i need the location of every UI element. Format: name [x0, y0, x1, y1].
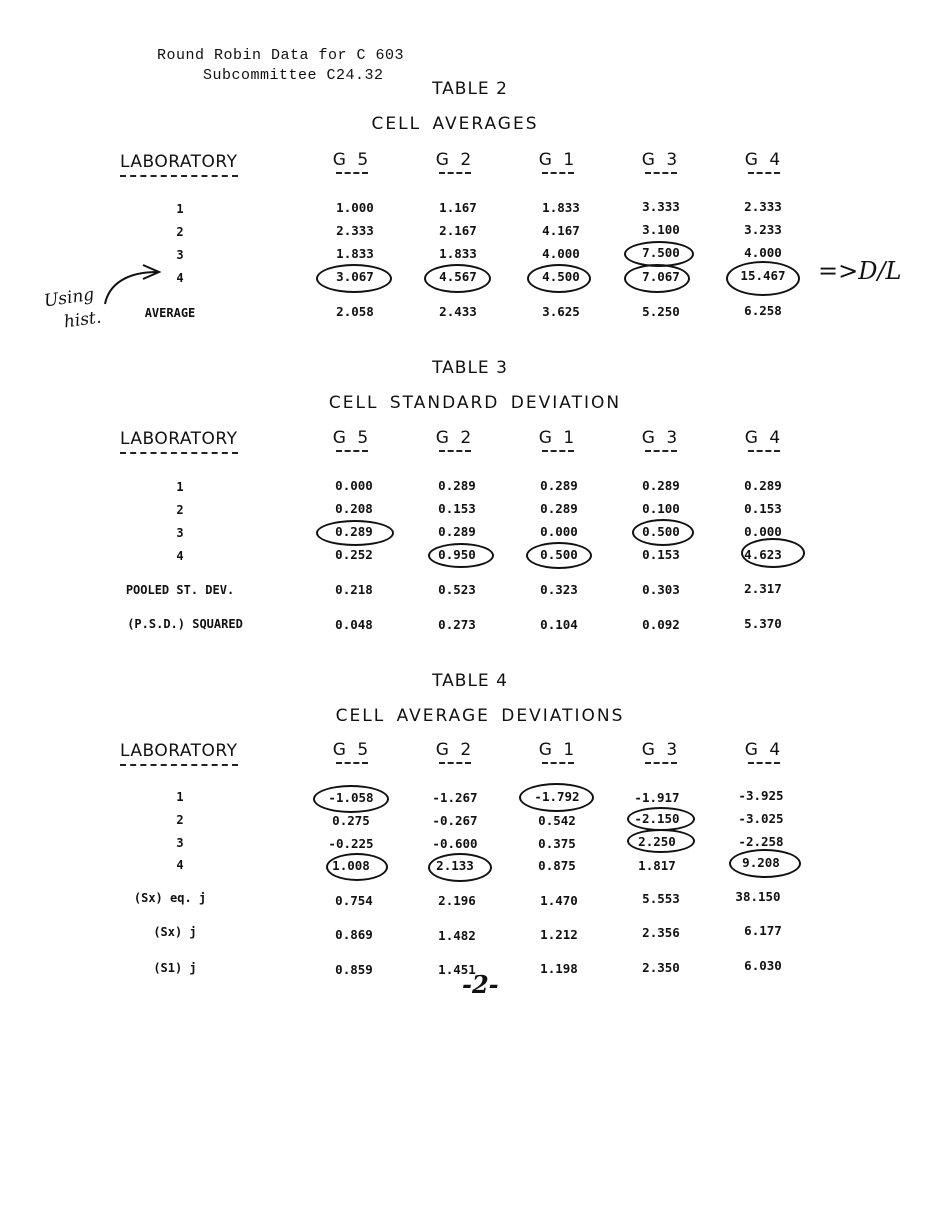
table-cell: 0.500 — [540, 547, 578, 562]
table4-col-g3: G 3 — [631, 740, 691, 760]
table-cell: 0.500 — [642, 524, 680, 539]
table-cell: 9.208 — [742, 855, 780, 870]
table-cell: 0.289 — [335, 524, 373, 539]
header-title: Round Robin Data for C 603 — [157, 47, 405, 64]
table-cell: 1.833 — [439, 246, 477, 261]
table-cell: 0.950 — [438, 547, 476, 562]
table-cell: 1.167 — [439, 200, 477, 215]
table-row-label: (S1) j — [153, 961, 197, 975]
table-row-label: 2 — [176, 503, 184, 517]
table3-col-g2: G 2 — [425, 428, 485, 448]
table3-col-g4: G 4 — [734, 428, 794, 448]
table-cell: 6.177 — [744, 923, 782, 938]
table-row-label: POOLED ST. DEV. — [125, 583, 235, 597]
table-cell: 0.000 — [540, 524, 578, 539]
table-cell: 1.833 — [542, 200, 580, 215]
table-row-label: 3 — [176, 248, 184, 262]
table-cell: -0.600 — [432, 836, 478, 851]
table4-title: CELL AVERAGE DEVIATIONS — [335, 706, 625, 726]
table-cell: 6.258 — [744, 303, 782, 318]
table-cell: 0.289 — [540, 478, 578, 493]
table-row-label: 1 — [176, 480, 184, 494]
table-cell: 0.859 — [335, 962, 373, 977]
table-cell: 0.875 — [538, 858, 576, 873]
table-cell: 2.196 — [438, 893, 476, 908]
table-cell: 4.000 — [542, 246, 580, 261]
table-row-label: (P.S.D.) SQUARED — [127, 617, 243, 631]
table-row-label: 1 — [176, 202, 184, 216]
table-cell: 1.451 — [438, 962, 476, 977]
table-cell: 2.356 — [642, 925, 680, 940]
table-cell: 0.303 — [642, 582, 680, 597]
table-cell: 4.500 — [542, 269, 580, 284]
table-row-label: 2 — [176, 225, 184, 239]
margin-note-line2: hist. — [62, 307, 103, 333]
table-cell: 1.000 — [336, 200, 374, 215]
table2-col-g2: G 2 — [425, 150, 485, 170]
dl-note: =>D/L — [818, 257, 902, 285]
table-cell: 5.553 — [642, 891, 680, 906]
table-cell: 1.833 — [336, 246, 374, 261]
table-cell: 0.754 — [335, 893, 373, 908]
table-cell: 2.167 — [439, 223, 477, 238]
table4-label: TABLE 4 — [432, 671, 508, 691]
table-cell: 0.289 — [438, 478, 476, 493]
arrow-icon — [95, 262, 165, 307]
table-cell: 0.100 — [642, 501, 680, 516]
table3-label: TABLE 3 — [432, 358, 508, 378]
table-cell: 3.100 — [642, 222, 680, 237]
table2-col-g1: G 1 — [528, 150, 588, 170]
table4-col-g1: G 1 — [528, 740, 588, 760]
table-cell: -2.258 — [738, 834, 784, 849]
table-cell: 38.150 — [735, 889, 781, 904]
table-row-label: 3 — [176, 526, 184, 540]
table-cell: -3.025 — [738, 811, 784, 826]
table-row-label: AVERAGE — [144, 306, 196, 320]
table2-label: TABLE 2 — [432, 79, 508, 99]
table-cell: 2.433 — [439, 304, 477, 319]
table3-col-g3: G 3 — [631, 428, 691, 448]
page-number: -2- — [462, 970, 499, 999]
table-cell: 0.289 — [540, 501, 578, 516]
margin-note-line1: Using — [42, 284, 96, 312]
table-cell: 15.467 — [740, 268, 786, 283]
table-cell: 0.218 — [335, 582, 373, 597]
table-cell: 3.625 — [542, 304, 580, 319]
table-cell: 3.233 — [744, 222, 782, 237]
table-cell: 0.000 — [744, 524, 782, 539]
table-cell: 0.523 — [438, 582, 476, 597]
table-cell: 1.817 — [638, 858, 676, 873]
table-cell: 2.333 — [744, 199, 782, 214]
table-cell: 4.000 — [744, 245, 782, 260]
table-cell: -1.792 — [534, 789, 580, 804]
table-cell: 1.198 — [540, 961, 578, 976]
table2-col-g3: G 3 — [631, 150, 691, 170]
table-row-label: 4 — [176, 549, 184, 563]
table-cell: 5.250 — [642, 304, 680, 319]
table-cell: -1.267 — [432, 790, 478, 805]
table-cell: 0.275 — [332, 813, 370, 828]
table-cell: 5.370 — [744, 616, 782, 631]
table3-col-g5: G 5 — [322, 428, 382, 448]
table-cell: 4.567 — [439, 269, 477, 284]
table3-col-g1: G 1 — [528, 428, 588, 448]
table-cell: 1.212 — [540, 927, 578, 942]
table4-col-g5: G 5 — [322, 740, 382, 760]
table-row-label: 1 — [176, 790, 184, 804]
header-subcommittee: Subcommittee C24.32 — [203, 67, 384, 84]
table-cell: 0.092 — [642, 617, 680, 632]
table4-col-g2: G 2 — [425, 740, 485, 760]
table-cell: 0.208 — [335, 501, 373, 516]
table-cell: 2.250 — [638, 834, 676, 849]
table-cell: 1.470 — [540, 893, 578, 908]
table-cell: 2.350 — [642, 960, 680, 975]
table-cell: 0.153 — [438, 501, 476, 516]
table-cell: 0.289 — [642, 478, 680, 493]
table3-lab-header: LABORATORY — [120, 429, 238, 449]
table-cell: 3.067 — [336, 269, 374, 284]
table-row-label: 4 — [176, 271, 184, 285]
table-cell: 0.289 — [438, 524, 476, 539]
table-cell: 2.133 — [436, 858, 474, 873]
table-cell: 0.153 — [642, 547, 680, 562]
table-row-label: 4 — [176, 858, 184, 872]
table2-lab-header: LABORATORY — [120, 152, 238, 172]
table2-col-g4: G 4 — [734, 150, 794, 170]
table-cell: 0.000 — [335, 478, 373, 493]
table4-lab-header: LABORATORY — [120, 741, 238, 761]
table-cell: -2.150 — [634, 811, 680, 826]
table3-title: CELL STANDARD DEVIATION — [328, 393, 622, 413]
table-cell: -0.225 — [328, 836, 374, 851]
table-cell: 0.375 — [538, 836, 576, 851]
table-cell: -3.925 — [738, 788, 784, 803]
table-cell: 4.623 — [744, 547, 782, 562]
table-cell: 0.104 — [540, 617, 578, 632]
table-cell: 1.008 — [332, 858, 370, 873]
table-cell: -0.267 — [432, 813, 478, 828]
table-cell: 2.058 — [336, 304, 374, 319]
table-cell: 0.273 — [438, 617, 476, 632]
table-cell: 4.167 — [542, 223, 580, 238]
table-cell: 7.500 — [642, 245, 680, 260]
table-cell: 2.333 — [336, 223, 374, 238]
table-cell: 0.869 — [335, 927, 373, 942]
table-row-label: (Sx) j — [153, 925, 197, 939]
table-cell: -1.058 — [328, 790, 374, 805]
table-row-label: 2 — [176, 813, 184, 827]
table-cell: 0.323 — [540, 582, 578, 597]
table-cell: 7.067 — [642, 269, 680, 284]
table-cell: 0.252 — [335, 547, 373, 562]
table4-col-g4: G 4 — [734, 740, 794, 760]
table-cell: 0.542 — [538, 813, 576, 828]
table-cell: 0.048 — [335, 617, 373, 632]
table-cell: 0.153 — [744, 501, 782, 516]
table-cell: 0.289 — [744, 478, 782, 493]
table-cell: 3.333 — [642, 199, 680, 214]
table2-col-g5: G 5 — [322, 150, 382, 170]
table-cell: -1.917 — [634, 790, 680, 805]
table-cell: 1.482 — [438, 928, 476, 943]
table-cell: 2.317 — [744, 581, 782, 596]
table-row-label: (Sx) eq. j — [133, 891, 207, 905]
table2-title: CELL AVERAGES — [371, 114, 539, 134]
table-cell: 6.030 — [744, 958, 782, 973]
table-row-label: 3 — [176, 836, 184, 850]
